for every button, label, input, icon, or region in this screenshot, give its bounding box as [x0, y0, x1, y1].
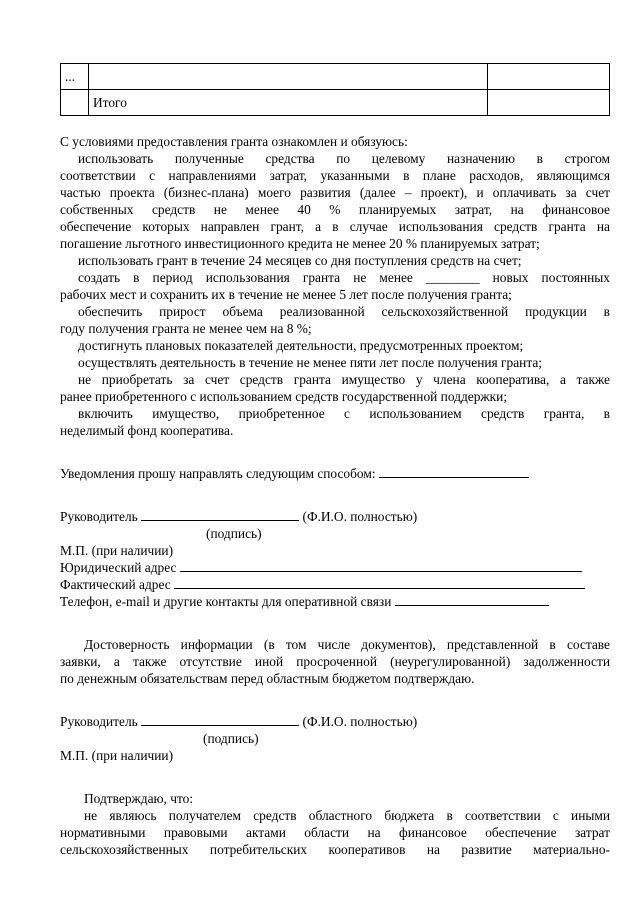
- condition-line: включить имущество, приобретенное с использованием средств гранта, в: [78, 406, 610, 421]
- table-cell-value: [488, 90, 610, 116]
- confirm-line: сельскохозяйственных потребительских кооперативов на развитие материально-: [60, 842, 610, 857]
- reliability-line: заявки, а также отсутствие иной просроченной (неурегулированной) задолженности: [60, 654, 610, 669]
- signature-caption: (подпись): [206, 526, 262, 541]
- confirm-line: нормативными правовыми актами области на финансовое обеспечение затрат: [60, 825, 610, 840]
- expenses-table: [60, 63, 610, 116]
- conditions-list: [60, 150, 610, 439]
- condition-line: частью проекта (бизнес-плана) моего развития (далее – проект), и оплачивать за счет: [60, 185, 610, 200]
- legal-address-label: Юридический адрес: [60, 560, 177, 575]
- contacts-blank: [395, 593, 549, 606]
- table-cell-num: ...: [61, 64, 89, 90]
- actual-address-blank: [174, 576, 585, 589]
- actual-address-line: [60, 576, 610, 593]
- table-row: [61, 64, 610, 90]
- stamp-label: М.П. (при наличии): [60, 748, 174, 763]
- notification-label: Уведомления прошу направлять следующим способом:: [60, 466, 376, 481]
- condition-item: [60, 269, 610, 303]
- stamp-label: М.П. (при наличии): [60, 543, 174, 558]
- condition-line: использовать грант в течение 24 месяцев со дня поступления средств на счет;: [78, 253, 522, 268]
- confirm-paragraph: [60, 807, 610, 858]
- conditions-intro: С условиями предоставления гранта ознакомлен и обязуюсь:: [60, 134, 408, 149]
- contacts-label: Телефон, e-mail и другие контакты для оперативной связи: [60, 594, 392, 609]
- contacts-line: [60, 593, 610, 610]
- head-label: Руководитель: [60, 509, 138, 524]
- fio-label: (Ф.И.О. полностью): [302, 714, 418, 729]
- signature-blank: [141, 713, 299, 726]
- table-cell-name: [89, 64, 488, 90]
- signature-blank: [141, 508, 299, 521]
- condition-line: достигнуть плановых показателей деятельности, предусмотренных проектом;: [78, 338, 524, 353]
- actual-address-label: Фактический адрес: [60, 577, 171, 592]
- table-cell-value: [488, 64, 610, 90]
- condition-line: ранее приобретенного с использованием средств государственной поддержки;: [60, 389, 508, 404]
- fio-label: (Ф.И.О. полностью): [302, 509, 418, 524]
- condition-line: неделимый фонд кооператива.: [60, 423, 234, 438]
- table-row-total: [61, 90, 610, 116]
- notification-blank: [379, 465, 529, 478]
- condition-line: не приобретать за счет средств гранта имущество у члена кооператива, а также: [78, 372, 610, 387]
- reliability-line: по денежным обязательствам перед областным бюджетом подтверждаю.: [60, 671, 475, 686]
- condition-line: погашение льготного инвестиционного кредита не менее 20 % планируемых затрат;: [60, 236, 540, 251]
- condition-line: рабочих мест и сохранить их в течение не менее 5 лет после получения гранта;: [60, 287, 512, 302]
- condition-line: использовать полученные средства по целевому назначению в строгом: [78, 151, 610, 166]
- condition-item: [60, 354, 610, 371]
- legal-address-blank: [180, 559, 582, 572]
- condition-item: [60, 337, 610, 354]
- confirm-intro: Подтверждаю, что:: [84, 791, 194, 806]
- condition-item: [60, 252, 610, 269]
- condition-line: собственных средств не менее 40 % планируемых затрат, на финансовое: [60, 202, 610, 217]
- condition-item: [60, 303, 610, 337]
- notification-line: [60, 465, 610, 482]
- condition-line: обеспечить прирост объема реализованной сельскохозяйственной продукции в: [78, 304, 610, 319]
- reliability-paragraph: [60, 636, 610, 687]
- document-page: [60, 63, 610, 858]
- signature-line-2: [60, 713, 610, 730]
- table-cell-name: Итого: [89, 90, 488, 116]
- signature-caption: (подпись): [203, 731, 259, 746]
- condition-item: [60, 405, 610, 439]
- table-cell-num: [61, 90, 89, 116]
- condition-line: осуществлять деятельность в течение не менее пяти лет после получения гранта;: [78, 355, 543, 370]
- signature-line-1: [60, 508, 610, 525]
- head-label: Руководитель: [60, 714, 138, 729]
- condition-line: создать в период использования гранта не менее ________ новых постоянных: [78, 270, 610, 285]
- condition-line: обеспечение которых направлен грант, а в случае использования средств гранта на: [60, 219, 610, 234]
- condition-line: соответствии с направлениями затрат, указанными в плане расходов, являющимся: [60, 168, 610, 183]
- legal-address-line: [60, 559, 610, 576]
- confirm-line: не являюсь получателем средств областного бюджета в соответствии с иными: [84, 808, 610, 823]
- condition-item: [60, 150, 610, 252]
- condition-item: [60, 371, 610, 405]
- reliability-line: Достоверность информации (в том числе документов), представленной в составе: [84, 637, 610, 652]
- condition-line: году получения гранта не менее чем на 8 %;: [60, 321, 312, 336]
